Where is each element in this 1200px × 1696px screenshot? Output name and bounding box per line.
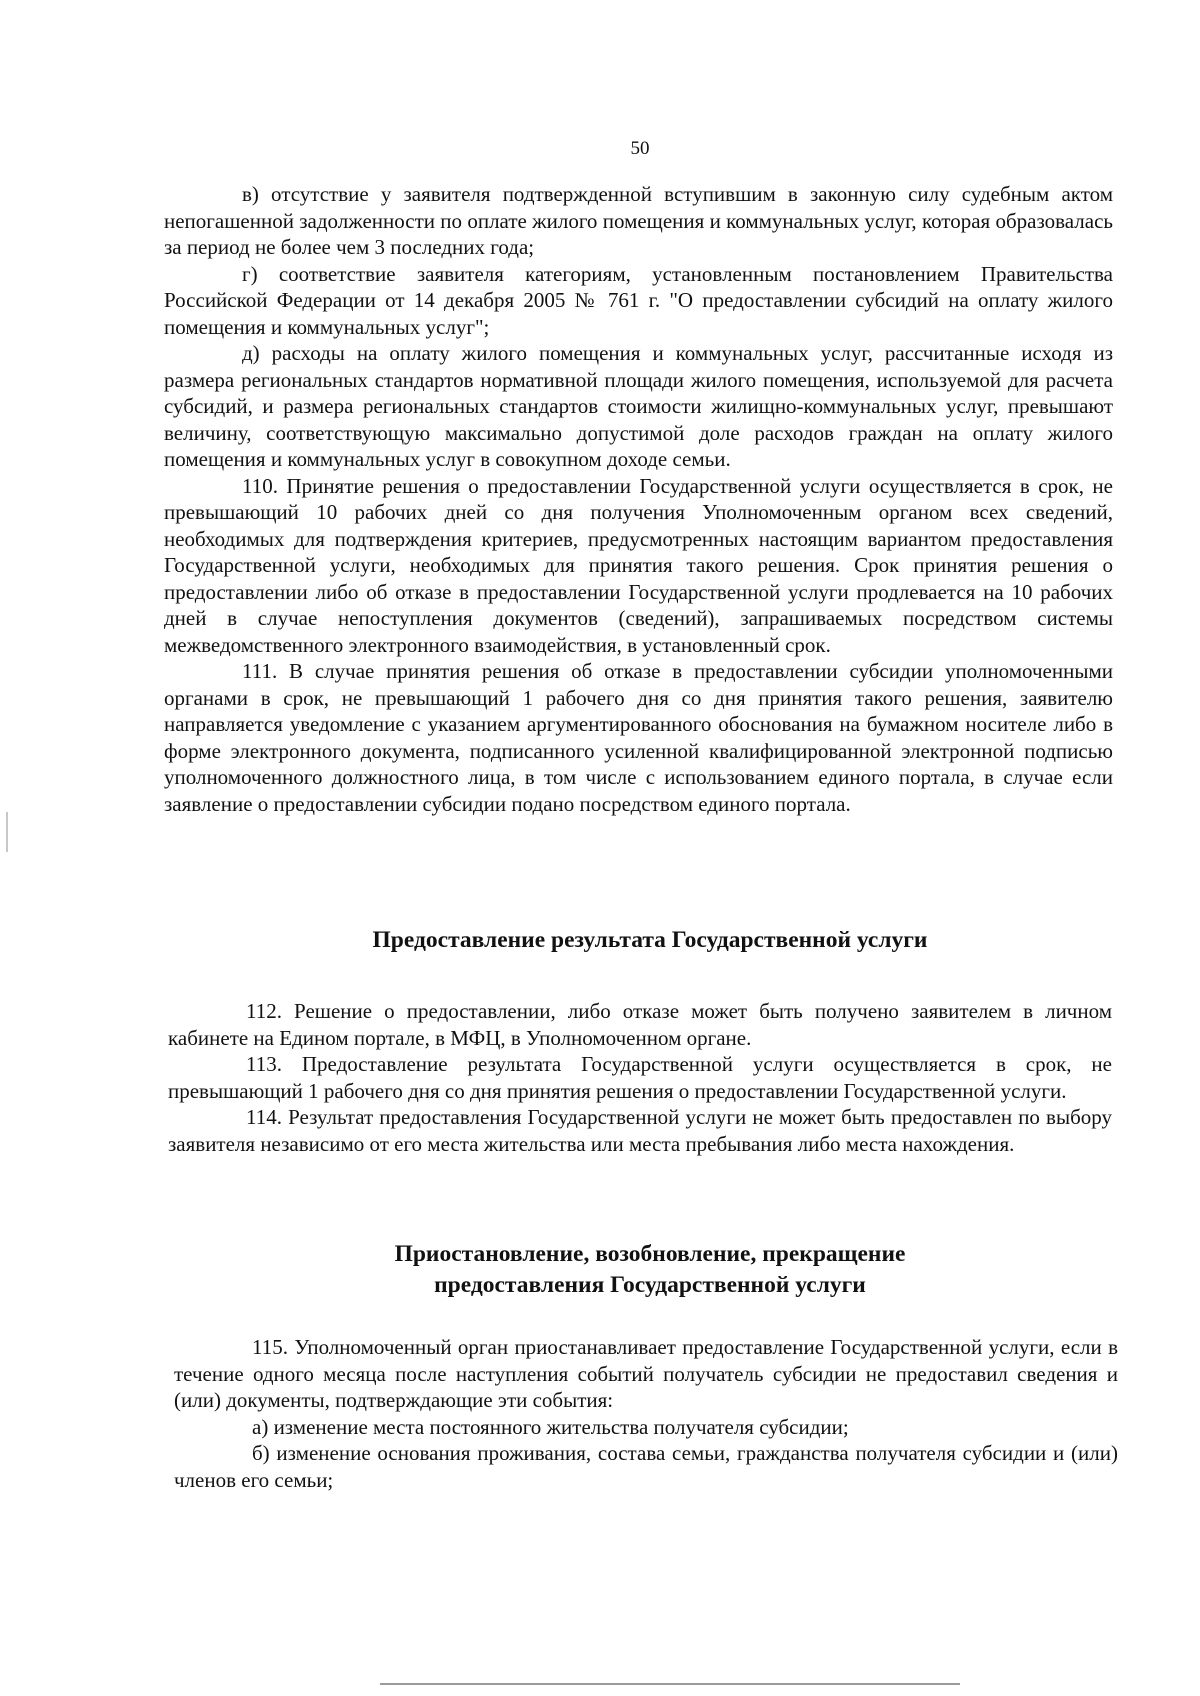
page-number: 50 xyxy=(630,138,650,159)
paragraph-g: г) соответствие заявителя категориям, установленным постановлением Правительства Российской Федерации от 14 декабря 2005 № 761 г. "О предоставлении субсидий на оплату жилого помещения и коммунальных услуг"; xyxy=(164,261,1113,339)
section-suspension xyxy=(174,1334,1118,1493)
section-criteria xyxy=(164,181,1113,817)
paragraph-115-b: б) изменение основания проживания, состава семьи, гражданства получателя субсидии и (или) членов его семьи; xyxy=(174,1441,1118,1492)
heading-line-1: Приостановление, возобновление, прекращение xyxy=(394,1241,906,1267)
paragraph-114: 114. Результат предоставления Государственной услуги не может быть предоставлен по выбору заявителя независимо от его места жительства или места пребывания либо места нахождения. xyxy=(168,1105,1112,1156)
paragraph-115: 115. Уполномоченный орган приостанавливает предоставление Государственной услуги, если в течение одного месяца после наступления событий получатель субсидии не предоставил сведения и (или) документы, подтверждающие эти события: xyxy=(174,1335,1118,1412)
paragraph-d: д) расходы на оплату жилого помещения и коммунальных услуг, рассчитанные исходя из размера региональных стандартов нормативной площади жилого помещения, используемой для расчета субсидий, и размера региональных стандартов стоимости жилищно-коммунальных услуг, превышают величину, соответствующую максимально допустимой доле расходов граждан на оплату жилого помещения и коммунальных услуг в совокупном доходе семьи. xyxy=(164,341,1113,471)
paragraph-115-a: а) изменение места постоянного жительства получателя субсидии; xyxy=(252,1414,849,1439)
paragraph-110: 110. Принятие решения о предоставлении Государственной услуги осуществляется в срок, не превышающий 10 рабочих дней со дня получения Уполномоченным органом всех сведений, необходимых для подтверждения критериев, предусмотренных настоящим вариантом предоставления Государственной услуги, необходимых для принятия такого решения. Срок принятия решения о предоставлении либо об отказе в предоставлении Государственной услуги продлевается на 10 рабочих дней в случае непоступления документов (сведений), запрашиваемых посредством системы межведомственного электронного взаимодействия, в установленный срок. xyxy=(164,473,1113,657)
paragraph-112: 112. Решение о предоставлении, либо отказе может быть получено заявителем в личном кабинете на Едином портале, в МФЦ, в Уполномоченном органе. xyxy=(168,999,1112,1050)
paragraph-113: 113. Предоставление результата Государственной услуги осуществляется в срок, не превышающий 1 рабочего дня со дня принятия решения о предоставлении Государственной услуги. xyxy=(168,1052,1112,1103)
paragraph-111: 111. В случае принятия решения об отказе в предоставлении субсидии уполномоченными органами в срок, не превышающий 1 рабочего дня со дня принятия такого решения, заявителю направляется уведомление с указанием аргументированного обоснования на бумажном носителе либо в форме электронного документа, подписанного усиленной квалифицированной электронной подписью уполномоченного должностного лица, в том числе с использованием единого портала, в случае если заявление о предоставлении субсидии подано посредством единого портала. xyxy=(164,659,1113,816)
scan-edge-line xyxy=(380,1683,960,1685)
section-heading-suspension xyxy=(180,1239,1120,1301)
paragraph-v: в) отсутствие у заявителя подтвержденной вступившим в законную силу судебным актом непогашенной задолженности по оплате жилого помещения и коммунальных услуг, которая образовалась за период не более чем 3 последних года; xyxy=(164,182,1113,259)
scan-margin-mark xyxy=(6,812,8,852)
heading-line-2: предоставления Государственной услуги xyxy=(434,1272,866,1298)
section-result xyxy=(168,998,1112,1157)
section-heading-result: Предоставление результата Государственной услуги xyxy=(372,927,928,953)
